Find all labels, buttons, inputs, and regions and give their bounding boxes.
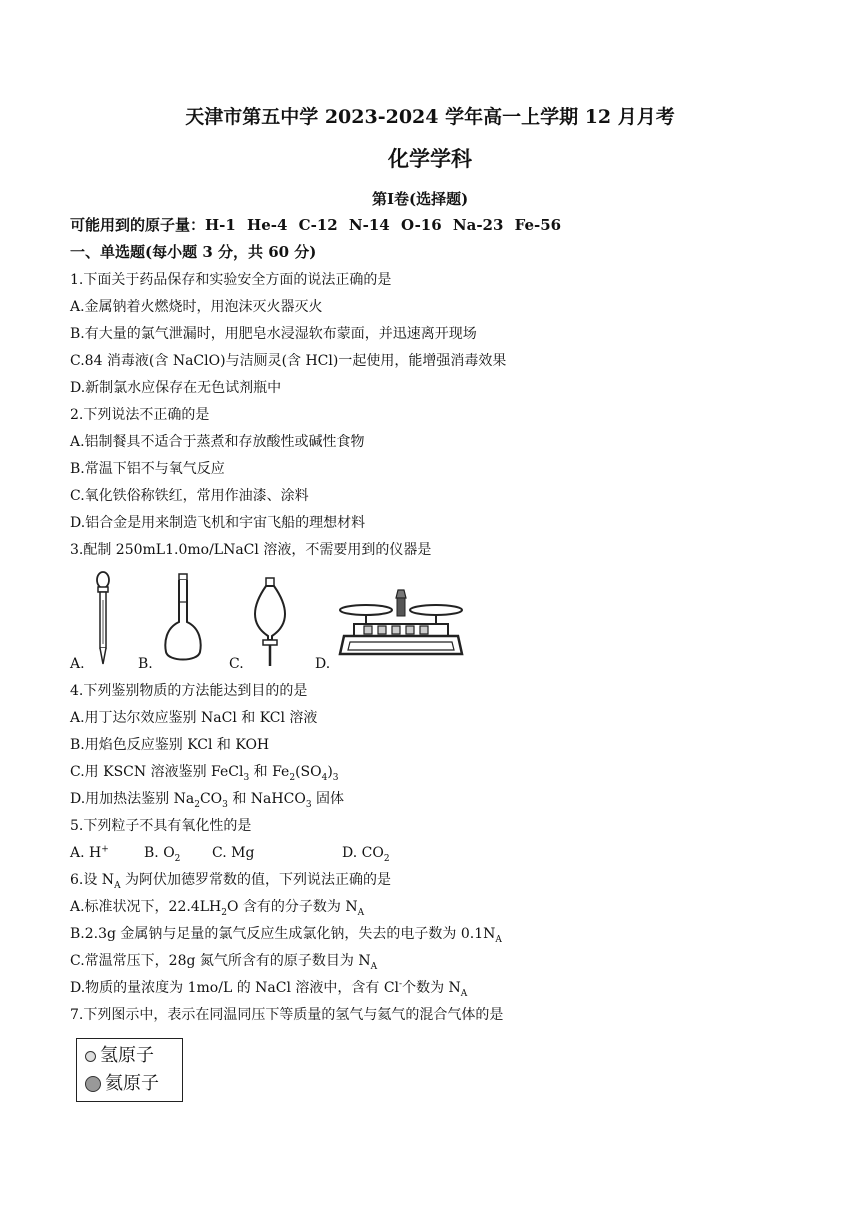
- question-6-option-b: B.2.3g 金属钠与足量的氯气反应生成氯化钠，失去的电子数为 $0.1N_A$: [70, 926, 502, 945]
- question-4-option-a: A.用丁达尔效应鉴别 NaCl 和 KCl 溶液: [70, 710, 318, 726]
- question-5-option-d: D. $CO_2$: [342, 845, 390, 864]
- question-4-option-d: D.用加热法鉴别 $Na_2CO_3$ 和 NaHCO$_3$ 固体: [70, 791, 344, 810]
- question-6-option-c: C.常温常压下，28g 氮气所含有的原子数目为 $N_A$: [70, 953, 378, 972]
- question-3-label-c: C.: [229, 656, 244, 672]
- question-4-option-c: C.用 KSCN 溶液鉴别 FeCl$_3$ 和 $Fe_2(SO_4)_3$: [70, 764, 339, 783]
- volume-title: 第Ⅰ卷(选择题): [372, 190, 469, 208]
- question-1-option-d: D.新制氯水应保存在无色试剂瓶中: [70, 380, 282, 396]
- atomic-masses: 可能用到的原子量：H-1 He-4 C-12 N-14 O-16 Na-23 Fe-56: [70, 216, 562, 234]
- question-1-option-c: C.84 消毒液(含 NaClO)与洁厕灵(含 HCl)一起使用，能增强消毒效果: [70, 353, 507, 369]
- atom-legend: [76, 1038, 183, 1102]
- separatory-funnel-icon: [248, 576, 292, 668]
- question-5-option-c: C. Mg: [212, 845, 255, 861]
- exam-title: 天津市第五中学 2023-2024 学年高一上学期 12 月月考: [185, 106, 675, 128]
- subject-title: 化学学科: [388, 146, 472, 171]
- question-6-stem: 6.设 $N_A$ 为阿伏加德罗常数的值，下列说法正确的是: [70, 872, 392, 891]
- balance-icon: [336, 584, 466, 660]
- helium-atom-icon: [85, 1076, 101, 1092]
- question-7-stem: 7.下列图示中，表示在同温同压下等质量的氢气与氦气的混合气体的是: [70, 1007, 504, 1023]
- question-3-label-b: B.: [138, 656, 153, 672]
- question-4-option-b: B.用焰色反应鉴别 KCl 和 KOH: [70, 737, 270, 753]
- question-3-stem: 3.配制 250mL1.0mo/LNaCl 溶液，不需要用到的仪器是: [70, 542, 432, 558]
- question-1-option-a: A.金属钠着火燃烧时，用泡沫灭火器灭火: [70, 299, 323, 315]
- question-3-label-d: D.: [315, 656, 331, 672]
- question-5-stem: 5.下列粒子不具有氧化性的是: [70, 818, 252, 834]
- section-heading: 一、单选题(每小题 3 分，共 60 分): [70, 243, 317, 261]
- hydrogen-atom-icon: [85, 1051, 96, 1062]
- question-2-stem: 2.下列说法不正确的是: [70, 407, 210, 423]
- legend-helium: 氦原子: [85, 1073, 159, 1095]
- question-5-option-a: A. H+: [70, 844, 109, 861]
- question-6-option-d: D.物质的量浓度为 1mo/L 的 NaCl 溶液中，含有 Cl-个数为 $N_A$: [70, 979, 468, 999]
- volumetric-flask-icon: [158, 572, 208, 666]
- question-6-option-a: A.标准状况下，$22.4LH_2O$ 含有的分子数为 $N_A$: [70, 899, 365, 918]
- question-3-label-a: A.: [70, 656, 85, 672]
- question-2-option-b: B.常温下铝不与氧气反应: [70, 461, 225, 477]
- dropper-icon: [92, 570, 114, 666]
- question-5-option-b: B. $O_2$: [144, 845, 181, 864]
- question-2-option-c: C.氧化铁俗称铁红，常用作油漆、涂料: [70, 488, 309, 504]
- question-1-option-b: B.有大量的氯气泄漏时，用肥皂水浸湿软布蒙面，并迅速离开现场: [70, 326, 477, 342]
- question-2-option-d: D.铝合金是用来制造飞机和宇宙飞船的理想材料: [70, 515, 366, 531]
- question-2-option-a: A.铝制餐具不适合于蒸煮和存放酸性或碱性食物: [70, 434, 365, 450]
- question-4-stem: 4.下列鉴别物质的方法能达到目的的是: [70, 683, 308, 699]
- question-1-stem: 1.下面关于药品保存和实验安全方面的说法正确的是: [70, 272, 392, 288]
- legend-hydrogen: 氢原子: [85, 1045, 154, 1067]
